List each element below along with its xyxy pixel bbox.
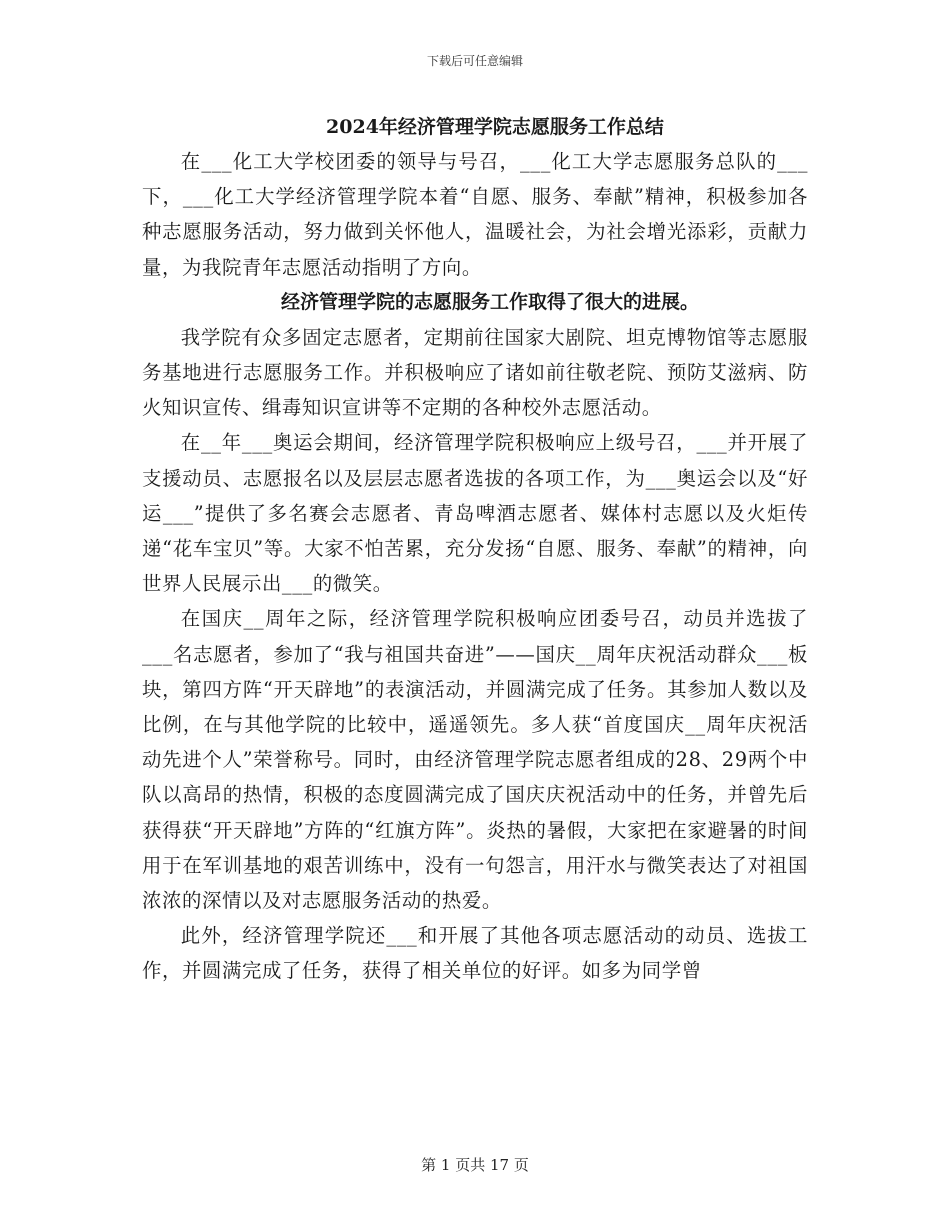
document-title: 2024年经济管理学院志愿服务工作总结 xyxy=(326,116,664,138)
paragraph-other-activities: 此外，经济管理学院还___和开展了其他各项志愿活动的动员、选拔工作，并圆满完成了任务，获得了相关单位的好评。如多为同学曾 xyxy=(142,924,808,983)
paragraph-intro: 在___化工大学校团委的领导与号召，___化工大学志愿服务总队的___下，___化工大学经济管理学院本着“自愿、服务、奉献”精神，积极参加各种志愿服务活动，努力做到关怀他人，温暖社会，为社会增光添彩，贡献力量，为我院青年志愿活动指明了方向。 xyxy=(142,150,808,279)
paragraph-national-day: 在国庆__周年之际，经济管理学院积极响应团委号召，动员并选拔了___名志愿者，参加了“我与祖国共奋进”——国庆__周年庆祝活动群众___板块，第四方阵“开天辟地”的表演活动，并圆满完成了任务。其参加人数以及比例，在与其他学院的比较中，遥遥领先。多人获“首度国庆__周年庆祝活动先进个人”荣誉称号。同时，由经济管理学院志愿者组成的28、29两个中队以高昂的热情，积极的态度圆满完成了国庆庆祝活动中的任务，并曾先后获得获“开天辟地”方阵的“红旗方阵”。炎热的暑假，大家把在家避暑的时间用于在军训基地的艰苦训练中，没有一句怨言，用汗水与微笑表达了对祖国浓浓的深情以及对志愿服务活动的热爱。 xyxy=(142,607,808,913)
page-header-note: 下载后可任意编辑 xyxy=(426,54,523,68)
page-footer-number: 第 1 页共 17 页 xyxy=(421,1156,529,1174)
paragraph-volunteers: 我学院有众多固定志愿者，定期前往国家大剧院、坦克博物馆等志愿服务基地进行志愿服务工作。并积极响应了诸如前往敬老院、预防艾滋病、防火知识宣传、缉毒知识宣讲等不定期的各种校外志愿活动。 xyxy=(142,325,808,420)
section-subheading: 经济管理学院的志愿服务工作取得了很大的进展。 xyxy=(280,290,699,313)
paragraph-olympics: 在__年___奥运会期间，经济管理学院积极响应上级号召，___并开展了支援动员、志愿报名以及层层志愿者选拔的各项工作，为___奥运会以及“好运___”提供了多名赛会志愿者、青岛啤酒志愿者、媒体村志愿以及火炬传递“花车宝贝”等。大家不怕苦累，充分发扬“自愿、服务、奉献”的精神，向世界人民展示出___的微笑。 xyxy=(142,431,808,596)
document-body xyxy=(142,110,808,989)
